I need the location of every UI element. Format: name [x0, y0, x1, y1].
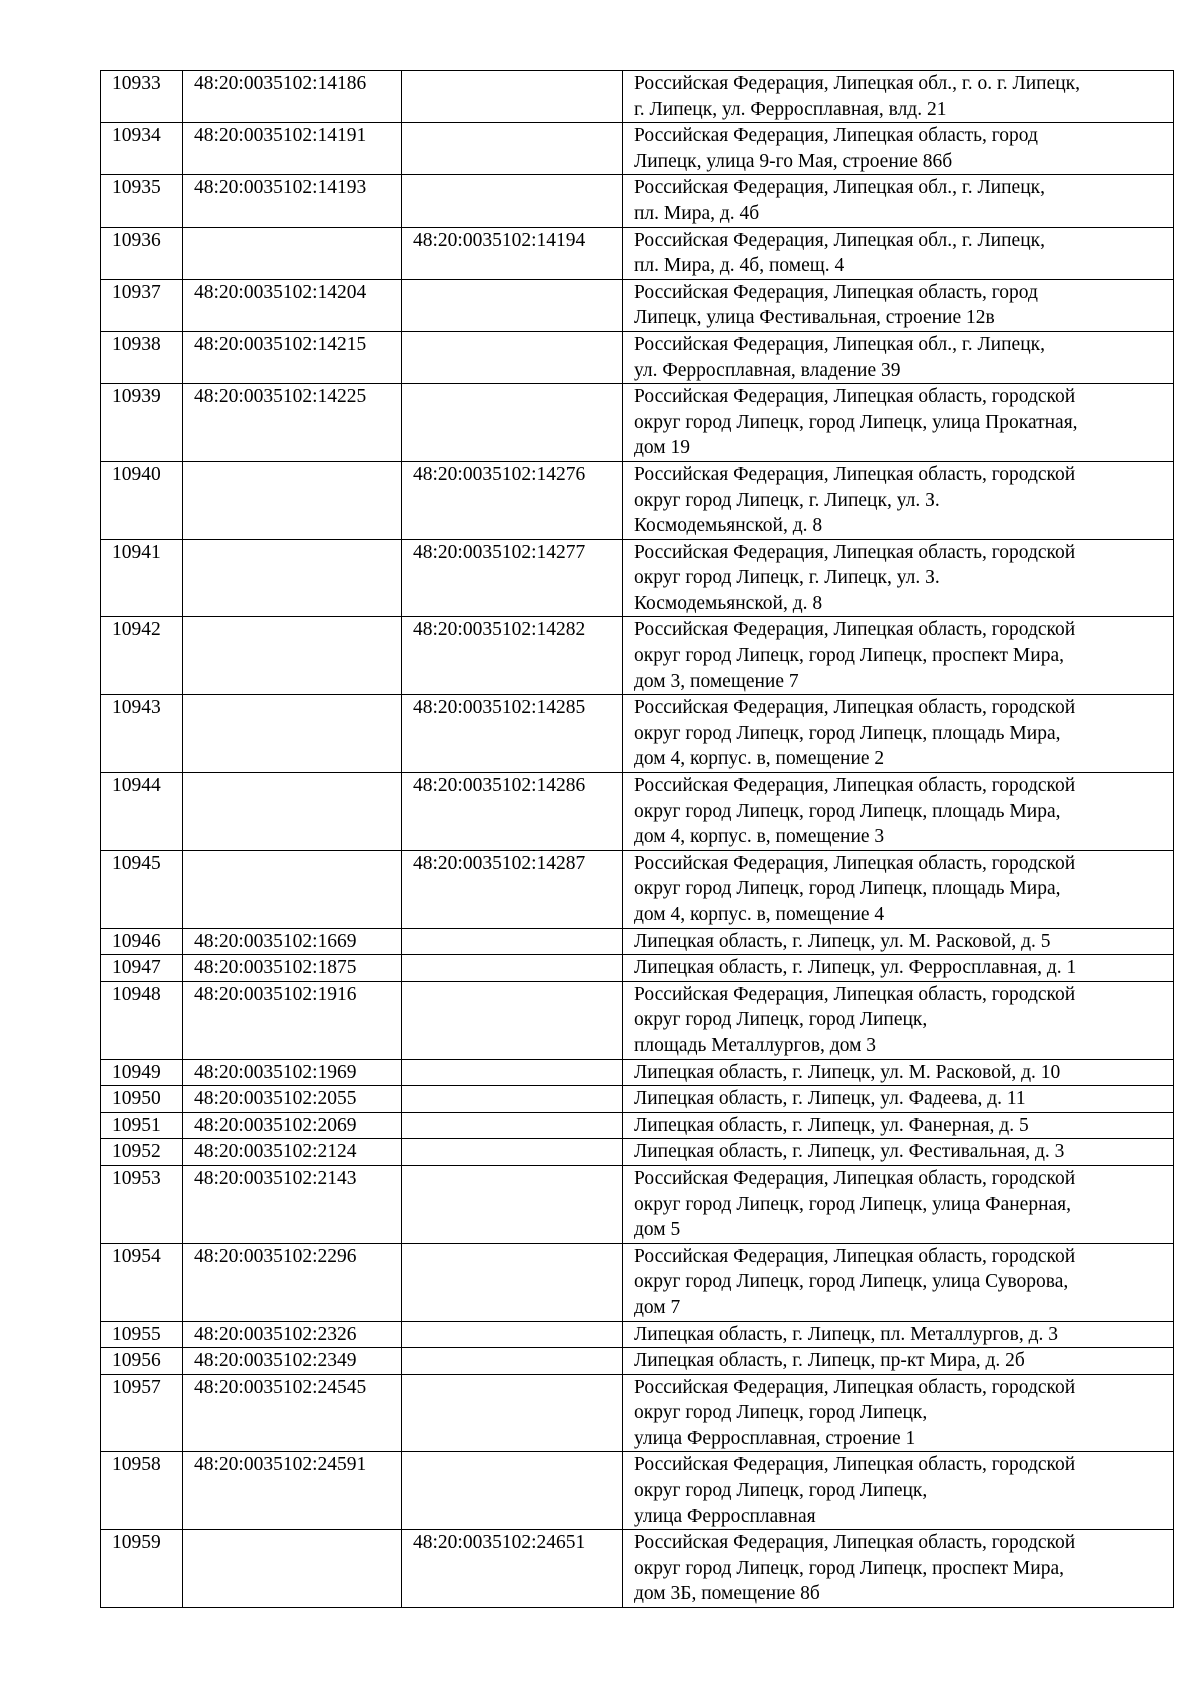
table-row — [101, 1165, 1174, 1243]
row-number-cell: 10952 — [101, 1139, 183, 1166]
table-row — [101, 955, 1174, 982]
address-cell — [623, 175, 1174, 227]
object-cadastral-number-cell: 48:20:0035102:14282 — [402, 617, 623, 695]
address-line: Российская Федерация, Липецкая область, городской — [634, 852, 1076, 874]
address-line: Российская Федерация, Липецкая область, городской — [634, 697, 1076, 719]
address-cell — [623, 539, 1174, 617]
address-line: пл. Мира, д. 4б — [634, 202, 760, 224]
row-number-cell: 10944 — [101, 773, 183, 851]
land-cadastral-number-cell: 48:20:0035102:14215 — [183, 331, 402, 383]
row-number-cell: 10947 — [101, 955, 183, 982]
table-row — [101, 227, 1174, 279]
object-cadastral-number-cell — [402, 981, 623, 1059]
object-cadastral-number-cell — [402, 123, 623, 175]
address-line: округ город Липецк, город Липецк, улица Прокатная, — [634, 411, 1078, 433]
address-cell — [623, 1243, 1174, 1321]
table-row — [101, 981, 1174, 1059]
address-line: округ город Липецк, город Липецк, площадь Мира, — [634, 878, 1061, 900]
row-number-cell: 10943 — [101, 695, 183, 773]
address-cell — [623, 1374, 1174, 1452]
address-cell — [623, 461, 1174, 539]
table-row — [101, 1530, 1174, 1608]
object-cadastral-number-cell: 48:20:0035102:14276 — [402, 461, 623, 539]
address-line: г. Липецк, ул. Ферросплавная, влд. 21 — [634, 98, 947, 120]
object-cadastral-number-cell — [402, 279, 623, 331]
table-row — [101, 1321, 1174, 1348]
land-cadastral-number-cell — [183, 227, 402, 279]
registry-table — [100, 70, 1174, 1608]
table-row — [101, 1112, 1174, 1139]
row-number-cell: 10940 — [101, 461, 183, 539]
address-cell — [623, 1452, 1174, 1530]
object-cadastral-number-cell: 48:20:0035102:14277 — [402, 539, 623, 617]
land-cadastral-number-cell: 48:20:0035102:14225 — [183, 384, 402, 462]
address-line: Липецкая область, г. Липецк, ул. Фадеева, д. 11 — [634, 1088, 1026, 1110]
row-number-cell: 10933 — [101, 71, 183, 123]
address-line: Российская Федерация, Липецкая область, городской — [634, 1167, 1076, 1189]
table-row — [101, 539, 1174, 617]
table-row — [101, 1452, 1174, 1530]
address-line: Космодемьянской, д. 8 — [634, 515, 823, 537]
address-line: дом 4, корпус. в, помещение 3 — [634, 826, 885, 848]
address-line: Липецкая область, г. Липецк, ул. М. Расковой, д. 10 — [634, 1061, 1061, 1083]
land-cadastral-number-cell: 48:20:0035102:1916 — [183, 981, 402, 1059]
land-cadastral-number-cell: 48:20:0035102:1875 — [183, 955, 402, 982]
address-line: Российская Федерация, Липецкая обл., г. Липецк, — [634, 229, 1045, 251]
address-line: дом 19 — [634, 437, 691, 459]
row-number-cell: 10946 — [101, 928, 183, 955]
address-line: округ город Липецк, город Липецк, — [634, 1009, 928, 1031]
address-cell — [623, 123, 1174, 175]
object-cadastral-number-cell — [402, 331, 623, 383]
address-line: Липецкая область, г. Липецк, ул. М. Расковой, д. 5 — [634, 930, 1051, 952]
address-line: округ город Липецк, город Липецк, улица Суворова, — [634, 1271, 1069, 1293]
address-line: ул. Ферросплавная, владение 39 — [634, 359, 901, 381]
land-cadastral-number-cell: 48:20:0035102:2326 — [183, 1321, 402, 1348]
address-line: Российская Федерация, Липецкая область, городской — [634, 1532, 1076, 1554]
row-number-cell: 10948 — [101, 981, 183, 1059]
object-cadastral-number-cell: 48:20:0035102:14287 — [402, 850, 623, 928]
row-number-cell: 10951 — [101, 1112, 183, 1139]
row-number-cell: 10936 — [101, 227, 183, 279]
land-cadastral-number-cell — [183, 695, 402, 773]
table-row — [101, 384, 1174, 462]
address-cell — [623, 1059, 1174, 1086]
table-row — [101, 1139, 1174, 1166]
address-line: Российская Федерация, Липецкая обл., г. о. г. Липецк, — [634, 73, 1081, 94]
object-cadastral-number-cell — [402, 175, 623, 227]
address-cell — [623, 1165, 1174, 1243]
land-cadastral-number-cell: 48:20:0035102:1969 — [183, 1059, 402, 1086]
object-cadastral-number-cell — [402, 1086, 623, 1113]
land-cadastral-number-cell — [183, 539, 402, 617]
table-row — [101, 1086, 1174, 1113]
address-line: Липецк, улица 9-го Мая, строение 86б — [634, 150, 953, 172]
object-cadastral-number-cell — [402, 384, 623, 462]
land-cadastral-number-cell: 48:20:0035102:2069 — [183, 1112, 402, 1139]
object-cadastral-number-cell: 48:20:0035102:24651 — [402, 1530, 623, 1608]
table-row — [101, 695, 1174, 773]
table-row — [101, 1243, 1174, 1321]
object-cadastral-number-cell: 48:20:0035102:14286 — [402, 773, 623, 851]
address-line: Липецкая область, г. Липецк, пр-кт Мира, д. 2б — [634, 1350, 1025, 1372]
object-cadastral-number-cell: 48:20:0035102:14285 — [402, 695, 623, 773]
table-row — [101, 1374, 1174, 1452]
address-line: Липецк, улица Фестивальная, строение 12в — [634, 307, 995, 329]
object-cadastral-number-cell — [402, 1348, 623, 1375]
land-cadastral-number-cell — [183, 773, 402, 851]
table-row — [101, 1059, 1174, 1086]
address-line: округ город Липецк, город Липецк, — [634, 1402, 928, 1424]
row-number-cell: 10954 — [101, 1243, 183, 1321]
table-row — [101, 850, 1174, 928]
address-cell — [623, 850, 1174, 928]
address-line: Липецкая область, г. Липецк, ул. Фанерная, д. 5 — [634, 1114, 1029, 1136]
address-line: дом 4, корпус. в, помещение 2 — [634, 748, 885, 770]
object-cadastral-number-cell — [402, 1165, 623, 1243]
row-number-cell: 10950 — [101, 1086, 183, 1113]
object-cadastral-number-cell — [402, 71, 623, 123]
land-cadastral-number-cell: 48:20:0035102:14204 — [183, 279, 402, 331]
address-line: Российская Федерация, Липецкая область, город — [634, 281, 1038, 303]
land-cadastral-number-cell: 48:20:0035102:14193 — [183, 175, 402, 227]
object-cadastral-number-cell — [402, 1139, 623, 1166]
land-cadastral-number-cell: 48:20:0035102:2349 — [183, 1348, 402, 1375]
address-line: Российская Федерация, Липецкая обл., г. Липецк, — [634, 333, 1045, 355]
address-line: округ город Липецк, город Липецк, проспект Мира, — [634, 1557, 1064, 1579]
table-row — [101, 331, 1174, 383]
table-row — [101, 461, 1174, 539]
address-line: дом 4, корпус. в, помещение 4 — [634, 904, 885, 925]
table-row — [101, 123, 1174, 175]
land-cadastral-number-cell: 48:20:0035102:2296 — [183, 1243, 402, 1321]
row-number-cell: 10937 — [101, 279, 183, 331]
address-line: округ город Липецк, г. Липецк, ул. З. — [634, 567, 940, 589]
table-row — [101, 71, 1174, 123]
address-cell — [623, 773, 1174, 851]
address-cell — [623, 71, 1174, 123]
land-cadastral-number-cell: 48:20:0035102:24545 — [183, 1374, 402, 1452]
address-line: Липецкая область, г. Липецк, ул. Фестивальная, д. 3 — [634, 1141, 1065, 1163]
address-cell — [623, 981, 1174, 1059]
registry-table-body — [101, 71, 1174, 1608]
object-cadastral-number-cell — [402, 1452, 623, 1530]
land-cadastral-number-cell: 48:20:0035102:24591 — [183, 1452, 402, 1530]
address-line: Российская Федерация, Липецкая область, городской — [634, 386, 1076, 408]
address-cell — [623, 279, 1174, 331]
land-cadastral-number-cell: 48:20:0035102:14191 — [183, 123, 402, 175]
table-row — [101, 175, 1174, 227]
address-cell — [623, 928, 1174, 955]
address-line: округ город Липецк, город Липецк, площадь Мира, — [634, 722, 1061, 744]
row-number-cell: 10941 — [101, 539, 183, 617]
land-cadastral-number-cell — [183, 461, 402, 539]
address-line: улица Ферросплавная — [634, 1505, 816, 1527]
address-cell — [623, 1321, 1174, 1348]
address-line: дом 5 — [634, 1219, 681, 1241]
row-number-cell: 10945 — [101, 850, 183, 928]
object-cadastral-number-cell — [402, 1321, 623, 1348]
table-row — [101, 928, 1174, 955]
row-number-cell: 10935 — [101, 175, 183, 227]
table-row — [101, 279, 1174, 331]
object-cadastral-number-cell: 48:20:0035102:14194 — [402, 227, 623, 279]
row-number-cell: 10953 — [101, 1165, 183, 1243]
address-line: Российская Федерация, Липецкая область, городской — [634, 541, 1076, 563]
address-line: округ город Липецк, город Липецк, улица Фанерная, — [634, 1193, 1072, 1215]
address-cell — [623, 695, 1174, 773]
address-line: Российская Федерация, Липецкая область, городской — [634, 775, 1076, 797]
row-number-cell: 10959 — [101, 1530, 183, 1608]
table-row — [101, 617, 1174, 695]
address-line: Российская Федерация, Липецкая область, город — [634, 125, 1038, 147]
land-cadastral-number-cell: 48:20:0035102:14186 — [183, 71, 402, 123]
object-cadastral-number-cell — [402, 1059, 623, 1086]
address-line: дом 3, помещение 7 — [634, 670, 799, 692]
row-number-cell: 10949 — [101, 1059, 183, 1086]
land-cadastral-number-cell: 48:20:0035102:1669 — [183, 928, 402, 955]
object-cadastral-number-cell — [402, 1374, 623, 1452]
row-number-cell: 10957 — [101, 1374, 183, 1452]
row-number-cell: 10942 — [101, 617, 183, 695]
row-number-cell: 10939 — [101, 384, 183, 462]
address-line: Липецкая область, г. Липецк, ул. Ферросплавная, д. 1 — [634, 957, 1077, 979]
address-cell — [623, 1530, 1174, 1608]
address-line: Российская Федерация, Липецкая область, городской — [634, 463, 1076, 485]
land-cadastral-number-cell: 48:20:0035102:2124 — [183, 1139, 402, 1166]
row-number-cell: 10955 — [101, 1321, 183, 1348]
address-cell — [623, 1112, 1174, 1139]
object-cadastral-number-cell — [402, 955, 623, 982]
address-line: улица Ферросплавная, строение 1 — [634, 1427, 916, 1449]
object-cadastral-number-cell — [402, 1243, 623, 1321]
address-cell — [623, 1139, 1174, 1166]
address-cell — [623, 331, 1174, 383]
table-row — [101, 1348, 1174, 1375]
land-cadastral-number-cell — [183, 850, 402, 928]
land-cadastral-number-cell: 48:20:0035102:2055 — [183, 1086, 402, 1113]
address-line: округ город Липецк, город Липецк, — [634, 1480, 928, 1502]
address-line: Российская Федерация, Липецкая область, городской — [634, 1376, 1076, 1398]
address-line: Российская Федерация, Липецкая область, городской — [634, 1245, 1076, 1267]
address-line: округ город Липецк, г. Липецк, ул. З. — [634, 489, 940, 511]
land-cadastral-number-cell — [183, 617, 402, 695]
address-cell — [623, 1348, 1174, 1375]
address-line: дом 3Б, помещение 8б — [634, 1583, 820, 1605]
address-line: площадь Металлургов, дом 3 — [634, 1034, 877, 1056]
land-cadastral-number-cell — [183, 1530, 402, 1608]
address-line: Российская Федерация, Липецкая область, городской — [634, 619, 1076, 641]
address-cell — [623, 1086, 1174, 1113]
address-line: Российская Федерация, Липецкая область, городской — [634, 1454, 1076, 1476]
land-cadastral-number-cell: 48:20:0035102:2143 — [183, 1165, 402, 1243]
address-line: Космодемьянской, д. 8 — [634, 592, 823, 614]
address-cell — [623, 955, 1174, 982]
row-number-cell: 10938 — [101, 331, 183, 383]
address-line: дом 7 — [634, 1296, 681, 1318]
object-cadastral-number-cell — [402, 1112, 623, 1139]
address-line: пл. Мира, д. 4б, помещ. 4 — [634, 255, 845, 277]
address-line: округ город Липецк, город Липецк, проспект Мира, — [634, 645, 1064, 667]
address-cell — [623, 617, 1174, 695]
address-line: Российская Федерация, Липецкая обл., г. Липецк, — [634, 177, 1045, 199]
address-line: Российская Федерация, Липецкая область, городской — [634, 983, 1076, 1005]
table-row — [101, 773, 1174, 851]
row-number-cell: 10958 — [101, 1452, 183, 1530]
address-line: округ город Липецк, город Липецк, площадь Мира, — [634, 800, 1061, 822]
address-cell — [623, 384, 1174, 462]
address-cell — [623, 227, 1174, 279]
object-cadastral-number-cell — [402, 928, 623, 955]
row-number-cell: 10956 — [101, 1348, 183, 1375]
address-line: Липецкая область, г. Липецк, пл. Металлургов, д. 3 — [634, 1323, 1059, 1345]
row-number-cell: 10934 — [101, 123, 183, 175]
